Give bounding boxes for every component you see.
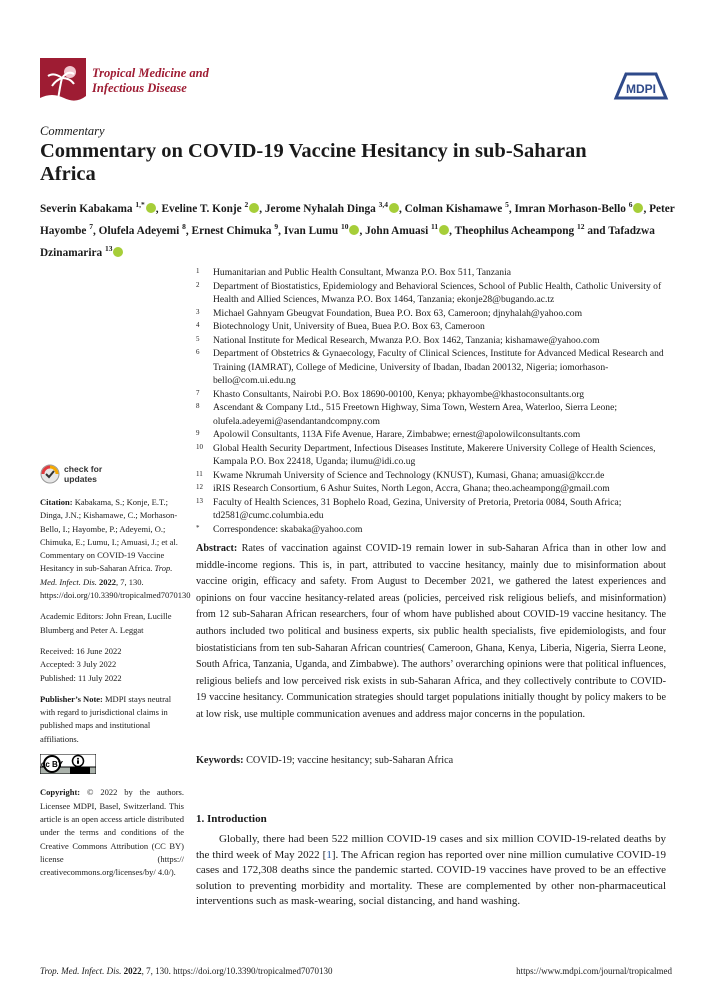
affiliation-number: 9 bbox=[196, 429, 200, 437]
author-name-text: Severin Kabakama bbox=[40, 202, 136, 215]
affiliation-item bbox=[196, 307, 676, 321]
author-name bbox=[191, 222, 279, 238]
author-name bbox=[404, 200, 509, 215]
copyright-block bbox=[40, 786, 184, 879]
affiliation-item bbox=[196, 334, 676, 348]
author-affiliation-sup: 6 bbox=[628, 200, 633, 209]
affiliation-number: 1 bbox=[196, 267, 200, 275]
affiliation-number: 3 bbox=[196, 307, 200, 316]
affiliation-text: Global Health Security Department, Infectious Diseases Institute, Makerere University College of Health Sciences, Kampala P.O. Box 22418, Uganda; ilumu@idi.co.ug bbox=[213, 442, 656, 467]
cc-badge-text: cc BY bbox=[40, 760, 64, 770]
affiliation-item bbox=[196, 266, 676, 280]
citation-doi-link[interactable]: , 7, 130. https://doi.org/10.3390/tropicalmed7070130 bbox=[40, 576, 191, 601]
author-affiliation-sup: 1,* bbox=[135, 200, 145, 209]
academic-editors: Academic Editors: John Frean, Lucille Blumberg and Peter A. Leggat bbox=[40, 611, 172, 635]
affiliation-number: 6 bbox=[196, 348, 200, 356]
dates-block bbox=[40, 645, 184, 685]
affiliation-text: Khasto Consultants, Nairobi P.O. Box 18690-00100, Kenya; pkhayombe@khastoconsultants.org bbox=[213, 388, 585, 400]
author-name bbox=[283, 222, 360, 238]
citation-year: 2022 bbox=[99, 576, 117, 587]
author-affiliation-sup: 5 bbox=[505, 200, 509, 209]
affiliation-text: Faculty of Health Sciences, 31 Bophelo Road, Gezina, University of Pretoria, Pretoria 0084, South Africa; td2581@cumc.columbia.edu bbox=[213, 496, 622, 521]
section-heading-introduction: 1. Introduction bbox=[196, 813, 267, 825]
cc-by-license-icon[interactable] bbox=[40, 754, 96, 774]
author-list: Severin Kabakama $^{1,*}$ , Eveline T. Konje $^2$ , Jerome Nyhalah Dinga $^{3,4}$ , Colman Kishamawe $^5$, Imran Morhason-Bello $^6$ , Peter Hayombe $^7$, Olufela Adeyemi $^8$, Ernest Chimuka $^9$, Ivan Lumu $^{10}$ , John Amuasi $^{11}$ , Theophilus Acheampong $^{12}$ and Tafadzwa Dzinamarira $^{13}$ bbox=[40, 200, 675, 260]
check-updates-line2: updates bbox=[64, 474, 97, 484]
affiliation-number: 4 bbox=[196, 321, 200, 329]
citation-text: Kabakama, S.; Konje, E.T.; Dinga, J.N.; Kishamawe, C.; Morhason-Bello, I.; Hayombe, P.; Adeyemi, O.; Chimuka, E.; Lumu, I.; Amuasi, J.; et al. Commentary on COVID-19 Vaccine Hesitancy in sub-Saharan Africa. bbox=[40, 497, 178, 574]
author-name-text: Jerome Nyhalah Dinga bbox=[264, 202, 379, 215]
author-name bbox=[161, 200, 259, 215]
author-affiliation-sup: 12 bbox=[577, 222, 585, 232]
abstract bbox=[196, 541, 666, 724]
journal-name-line1: Tropical Medicine and bbox=[92, 66, 209, 80]
author-name-text: Ernest Chimuka bbox=[191, 225, 275, 238]
author-name-text: John Amuasi bbox=[365, 225, 432, 238]
affiliation-number: 5 bbox=[196, 334, 200, 343]
affiliation-number: * bbox=[196, 523, 200, 532]
orcid-icon[interactable] bbox=[439, 225, 449, 235]
affiliation-text: National Institute for Medical Research, Mwanza P.O. Box 1462, Tanzania; kishamawe@yahoo.com bbox=[213, 334, 600, 346]
article-type: Commentary bbox=[40, 124, 105, 138]
check-updates-line1: check for bbox=[64, 464, 103, 474]
reference-link[interactable]: 1 bbox=[326, 848, 332, 861]
orcid-icon[interactable] bbox=[146, 203, 156, 213]
affiliation-text: Humanitarian and Public Health Consultant, Mwanza P.O. Box 511, Tanzania bbox=[213, 267, 512, 278]
author-name-text: Imran Morhason-Bello bbox=[514, 202, 629, 215]
author-name bbox=[40, 200, 156, 215]
affiliation-item bbox=[196, 347, 676, 388]
affiliation-text: Michael Gahnyam Gbeugvat Foundation, Buea P.O. Box 63, Cameroon; djnyhalah@yahoo.com bbox=[213, 307, 583, 319]
affiliation-text: Ascendant & Company Ltd., 515 Freetown Highway, Sima Town, Western Area, Waterloo, Sierra Leone; olufela.adeyemi@asendantandcompny.com bbox=[213, 402, 618, 427]
author-affiliation-sup: 13 bbox=[104, 244, 113, 254]
author-affiliation-sup: 8 bbox=[182, 222, 186, 232]
affiliation-text: Apolowil Consultants, 113A Fife Avenue, Harare, Zimbabwe; ernest@apolowilconsultants.com bbox=[213, 429, 581, 440]
affiliation-item bbox=[196, 401, 676, 428]
affiliation-item bbox=[196, 496, 676, 523]
affiliation-item bbox=[196, 280, 676, 307]
affiliation-number: 11 bbox=[196, 469, 203, 478]
intro-text-part1: Globally, there had been 522 million COVID-19 cases and six million COVID-19-related deaths by the third week of May 2022 [ bbox=[196, 833, 666, 861]
affiliation-item bbox=[196, 523, 676, 537]
keywords bbox=[196, 755, 666, 766]
author-affiliation-sup: 11 bbox=[431, 222, 439, 232]
orcid-icon[interactable] bbox=[633, 203, 643, 213]
mdpi-logo-icon bbox=[612, 72, 670, 100]
author-name-text: Peter Hayombe bbox=[40, 202, 675, 238]
author-name-text: Theophilus Acheampong bbox=[454, 225, 578, 238]
affiliation-item bbox=[196, 428, 676, 442]
author-name-text: Eveline T. Konje bbox=[161, 202, 245, 215]
affiliation-text: Department of Obstetrics & Gynaecology, Faculty of Clinical Sciences, Institute for Advanced Medical Research and Training (IAMRAT), College of Medicine, University of Ibadan, Ibadan 200132, Nigeria; iomorhason-bello@com.ui.edu.ng bbox=[213, 348, 664, 386]
citation-journal: Trop. Med. Infect. Dis. bbox=[40, 563, 173, 587]
affiliation-item bbox=[196, 482, 676, 496]
publisher-note-label: Publisher’s Note: bbox=[40, 693, 103, 704]
copyright-label: Copyright: bbox=[40, 787, 81, 798]
author-affiliation-sup: 3,4 bbox=[378, 200, 388, 209]
affiliation-number: 2 bbox=[196, 280, 200, 289]
received-date: Received: 16 June 2022 bbox=[40, 645, 122, 656]
check-updates-text bbox=[64, 464, 102, 484]
page-footer bbox=[40, 966, 672, 976]
affiliation-item bbox=[196, 388, 676, 402]
author-affiliation-sup: 2 bbox=[244, 200, 249, 209]
author-name bbox=[454, 222, 585, 238]
article-title: Commentary on COVID-19 Vaccine Hesitancy in sub-Saharan Africa bbox=[40, 140, 587, 185]
author-name-text: Olufela Adeyemi bbox=[98, 225, 183, 238]
check-for-updates-button[interactable] bbox=[40, 464, 184, 484]
keywords-text: COVID-19; vaccine hesitancy; sub-Saharan Africa bbox=[246, 755, 454, 766]
abstract-text: Rates of vaccination against COVID-19 remain lower in sub-Saharan Africa than in other low and middle-income regions. This is, in part, attributed to vaccine hesitancy, mainly due to misinformation about vaccine origin, efficacy and safety. From August to December 2021, we gathered the latest experiences and opinions on four vaccine hesitancy-related areas (policies, perceived risk religious beliefs, and misinformation) from 12 sub-Saharan African researchers, four of whom have published about COVID-19 vaccine hesitancy. The authors included two political and business experts, six public health specialists, five epidemiologists, and four biostatisticians from ten sub-Saharan African countries( Cameroon, Ghana, Kenya, Liberia, Nigeria, Sierra Leone, South Africa, Tanzania, Uganda, and Zimbabwe). The authors’ overarching opinions were that political influences, religious beliefs and low perceived risk exists in sub-Saharan Africa, and they collectively contribute to COVID-19 vaccine hesitancy. Communication strategies should target populations initially thought by policy makers to be at low risk, use multiple communication avenues and address major concerns in the population. bbox=[196, 543, 667, 720]
affiliation-number: 8 bbox=[196, 402, 200, 410]
affiliation-item bbox=[196, 442, 676, 469]
published-date: Published: 11 July 2022 bbox=[40, 672, 122, 683]
affiliation-number: 7 bbox=[196, 388, 200, 397]
journal-logo-icon bbox=[40, 58, 86, 104]
author-affiliation-sup: 9 bbox=[274, 222, 279, 232]
keywords-label: Keywords: bbox=[196, 755, 244, 766]
mdpi-logo-text: MDPI bbox=[626, 82, 656, 96]
affiliation-number: 13 bbox=[196, 496, 203, 505]
author-name-text: Ivan Lumu bbox=[283, 225, 341, 238]
citation-label: Citation: bbox=[40, 497, 73, 507]
publisher-note bbox=[40, 693, 184, 746]
affiliation-item bbox=[196, 320, 676, 334]
accepted-date: Accepted: 3 July 2022 bbox=[40, 659, 117, 670]
author-affiliation-sup: 7 bbox=[89, 222, 94, 232]
check-updates-icon bbox=[40, 464, 60, 484]
affiliation-item bbox=[196, 469, 676, 483]
publisher-note-text: MDPI stays neutral with regard to jurisdictional claims in published maps and institutional affiliations. bbox=[40, 693, 172, 744]
orcid-icon[interactable] bbox=[249, 203, 259, 213]
sidebar bbox=[40, 464, 191, 887]
footer-journal-abbrev: Trop. Med. Infect. Dis. bbox=[40, 966, 122, 976]
affiliation-list bbox=[196, 266, 676, 536]
affiliation-number: 12 bbox=[196, 483, 203, 491]
footer-doi-link[interactable]: , 7, 130. https://doi.org/10.3390/tropicalmed7070130 bbox=[141, 966, 333, 976]
affiliation-text: iRIS Research Consortium, 6 Ashur Suites, North Legon, Accra, Ghana; theo.acheampong@gmail.com bbox=[213, 483, 610, 494]
journal-name bbox=[92, 66, 209, 96]
footer-journal-url[interactable]: https://www.mdpi.com/journal/tropicalmed bbox=[516, 966, 672, 976]
affiliation-text: Correspondence: skabaka@yahoo.com bbox=[213, 523, 363, 535]
orcid-icon[interactable] bbox=[349, 225, 359, 235]
author-name bbox=[98, 222, 186, 238]
author-name bbox=[514, 200, 643, 215]
orcid-icon[interactable] bbox=[113, 247, 123, 257]
footer-year: 2022 bbox=[123, 966, 142, 976]
affiliation-text: Kwame Nkrumah University of Science and Technology (KNUST), Kumasi, Ghana; amuasi@kccr.de bbox=[213, 469, 605, 481]
affiliation-number: 10 bbox=[196, 442, 203, 451]
author-name bbox=[264, 200, 399, 215]
affiliation-text: Biotechnology Unit, University of Buea, Buea P.O. Box 63, Cameroon bbox=[213, 321, 485, 332]
affiliation-text: Department of Biostatistics, Epidemiology and Behavioral Sciences, School of Public Health, Catholic University of Health and Allied Sciences, Mwanza P.O. Box 1464, Tanzania; ekonje28@bugando.ac.tz bbox=[213, 280, 662, 305]
author-name-text: Tafadzwa Dzinamarira bbox=[40, 225, 655, 260]
author-name-text: Colman Kishamawe bbox=[404, 202, 506, 215]
introduction-paragraph bbox=[196, 832, 666, 910]
author-affiliation-sup: 10 bbox=[340, 222, 349, 232]
citation-block bbox=[40, 496, 191, 602]
intro-text-part2: ]. The African region has reported over nine million cumulative COVID-19 cases and 172,308 deaths since the pandemic started. COVID-19 vaccines have proved to be an effective solution to preventing morbidity and mortality. These are complemented by other non-pharmaceutical interventions such as mask-wearing, social distancing, and hand washing. bbox=[196, 848, 666, 907]
orcid-icon[interactable] bbox=[389, 203, 399, 213]
author-name bbox=[365, 222, 449, 238]
copyright-text: © 2022 by the authors. Licensee MDPI, Basel, Switzerland. This article is an open access article distributed under the terms and conditions of the Creative Commons Attribution (CC BY) license (https:// creativecommons.org/licenses/by/ 4.0/). bbox=[40, 787, 184, 878]
abstract-label: Abstract: bbox=[196, 543, 238, 554]
footer-citation bbox=[40, 966, 333, 976]
journal-name-line2: Infectious Disease bbox=[92, 81, 187, 95]
